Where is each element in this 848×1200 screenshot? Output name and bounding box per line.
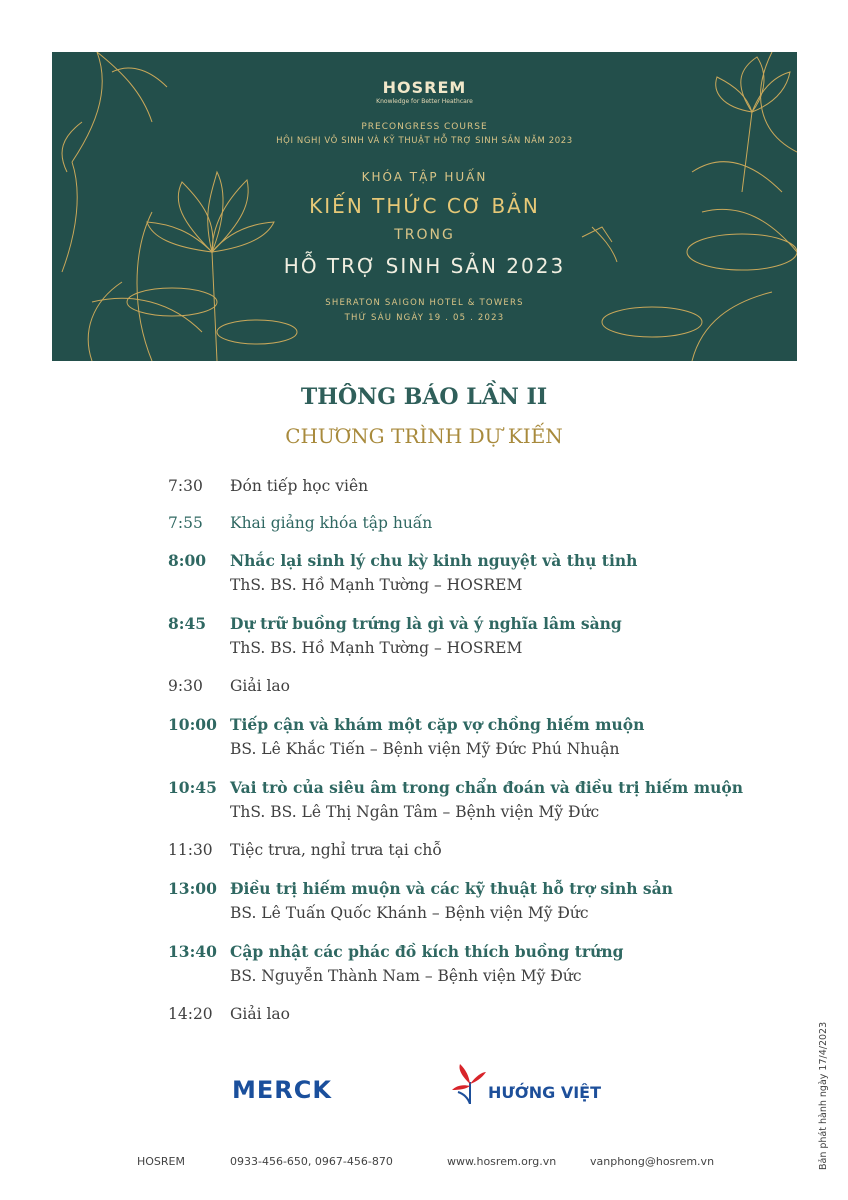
agenda-time: 10:00 [168, 715, 217, 734]
agenda-title: Nhắc lại sinh lý chu kỳ kinh nguyệt và thụ tinh [230, 551, 638, 570]
agenda-time: 8:45 [168, 614, 207, 633]
footer-phone[interactable]: 0933-456-650, 0967-456-870 [230, 1155, 393, 1168]
agenda-title: Tiếp cận và khám một cặp vợ chồng hiếm muộn [230, 715, 645, 734]
agenda-speaker: ThS. BS. Hồ Mạnh Tường – HOSREM [230, 639, 523, 657]
agenda-speaker: ThS. BS. Hồ Mạnh Tường – HOSREM [230, 576, 523, 594]
hosrem-logo: HOSREM [382, 78, 467, 97]
agenda-item [168, 474, 748, 499]
agenda-title: Vai trò của siêu âm trong chẩn đoán và điều trị hiếm muộn [230, 778, 743, 797]
release-note: Bản phát hành ngày 17/4/2023 [818, 1021, 829, 1170]
agenda-title: Điều trị hiếm muộn và các kỹ thuật hỗ trợ sinh sản [230, 879, 673, 898]
huong-viet-logo: HƯỚNG VIỆT [488, 1083, 602, 1102]
agenda-speaker: BS. Lê Tuấn Quốc Khánh – Bệnh viện Mỹ Đức [230, 904, 589, 922]
page-subtitle: CHƯƠNG TRÌNH DỰ KIẾN [285, 424, 563, 448]
course-label: KHÓA TẬP HUẤN [361, 170, 488, 184]
agenda-item [168, 511, 748, 536]
agenda-time: 11:30 [168, 841, 213, 859]
precongress-label: PRECONGRESS COURSE [361, 122, 488, 132]
agenda-time: 14:20 [168, 1005, 213, 1023]
course-title-line3: HỖ TRỢ SINH SẢN 2023 [283, 254, 566, 278]
huong-viet-flower-icon [452, 1064, 488, 1104]
agenda-time: 8:00 [168, 551, 207, 570]
agenda-title: Cập nhật các phác đồ kích thích buồng trứng [230, 942, 624, 961]
logo-tagline: Knowledge for Better Heathcare [376, 98, 473, 105]
agenda-title: Đón tiếp học viên [230, 477, 369, 495]
agenda-item [168, 838, 748, 863]
event-date: THỨ SÁU NGÀY 19 . 05 . 2023 [344, 313, 505, 323]
agenda-time: 13:40 [168, 942, 217, 961]
agenda-speaker: ThS. BS. Lê Thị Ngân Tâm – Bệnh viện Mỹ Đức [230, 803, 600, 821]
agenda-time: 13:00 [168, 879, 217, 898]
agenda-item [168, 876, 748, 926]
merck-logo: MERCK [232, 1076, 332, 1104]
course-title-line2: TRONG [394, 227, 455, 243]
agenda-title: Khai giảng khóa tập huấn [230, 514, 433, 532]
agenda-item [168, 1002, 748, 1027]
conference-name: HỘI NGHỊ VÔ SINH VÀ KỸ THUẬT HỖ TRỢ SINH SẢN NĂM 2023 [276, 136, 573, 146]
agenda-item [168, 548, 748, 598]
agenda-item [168, 775, 748, 825]
event-banner [52, 52, 797, 361]
agenda-speaker: BS. Lê Khắc Tiến – Bệnh viện Mỹ Đức Phú Nhuận [230, 740, 620, 758]
footer-org: HOSREM [137, 1155, 185, 1168]
agenda-title: Dự trữ buồng trứng là gì và ý nghĩa lâm sàng [230, 614, 622, 633]
agenda-time: 7:30 [168, 477, 203, 495]
agenda-item [168, 939, 748, 989]
agenda-item [168, 611, 748, 661]
venue: SHERATON SAIGON HOTEL & TOWERS [325, 298, 524, 308]
agenda-speaker: BS. Nguyễn Thành Nam – Bệnh viện Mỹ Đức [230, 967, 582, 985]
course-title-line1: KIẾN THỨC CƠ BẢN [309, 194, 540, 218]
agenda-item [168, 674, 748, 699]
agenda-time: 9:30 [168, 677, 203, 695]
agenda-list [168, 474, 748, 1027]
agenda-title: Tiệc trưa, nghỉ trưa tại chỗ [230, 841, 442, 859]
page-title: THÔNG BÁO LẦN II [300, 384, 548, 410]
agenda-time: 10:45 [168, 778, 217, 797]
footer-website[interactable]: www.hosrem.org.vn [447, 1155, 557, 1168]
agenda-title: Giải lao [230, 677, 290, 695]
agenda-title: Giải lao [230, 1005, 290, 1023]
agenda-item [168, 712, 748, 762]
agenda-time: 7:55 [168, 514, 203, 532]
footer-email[interactable]: vanphong@hosrem.vn [590, 1155, 715, 1168]
